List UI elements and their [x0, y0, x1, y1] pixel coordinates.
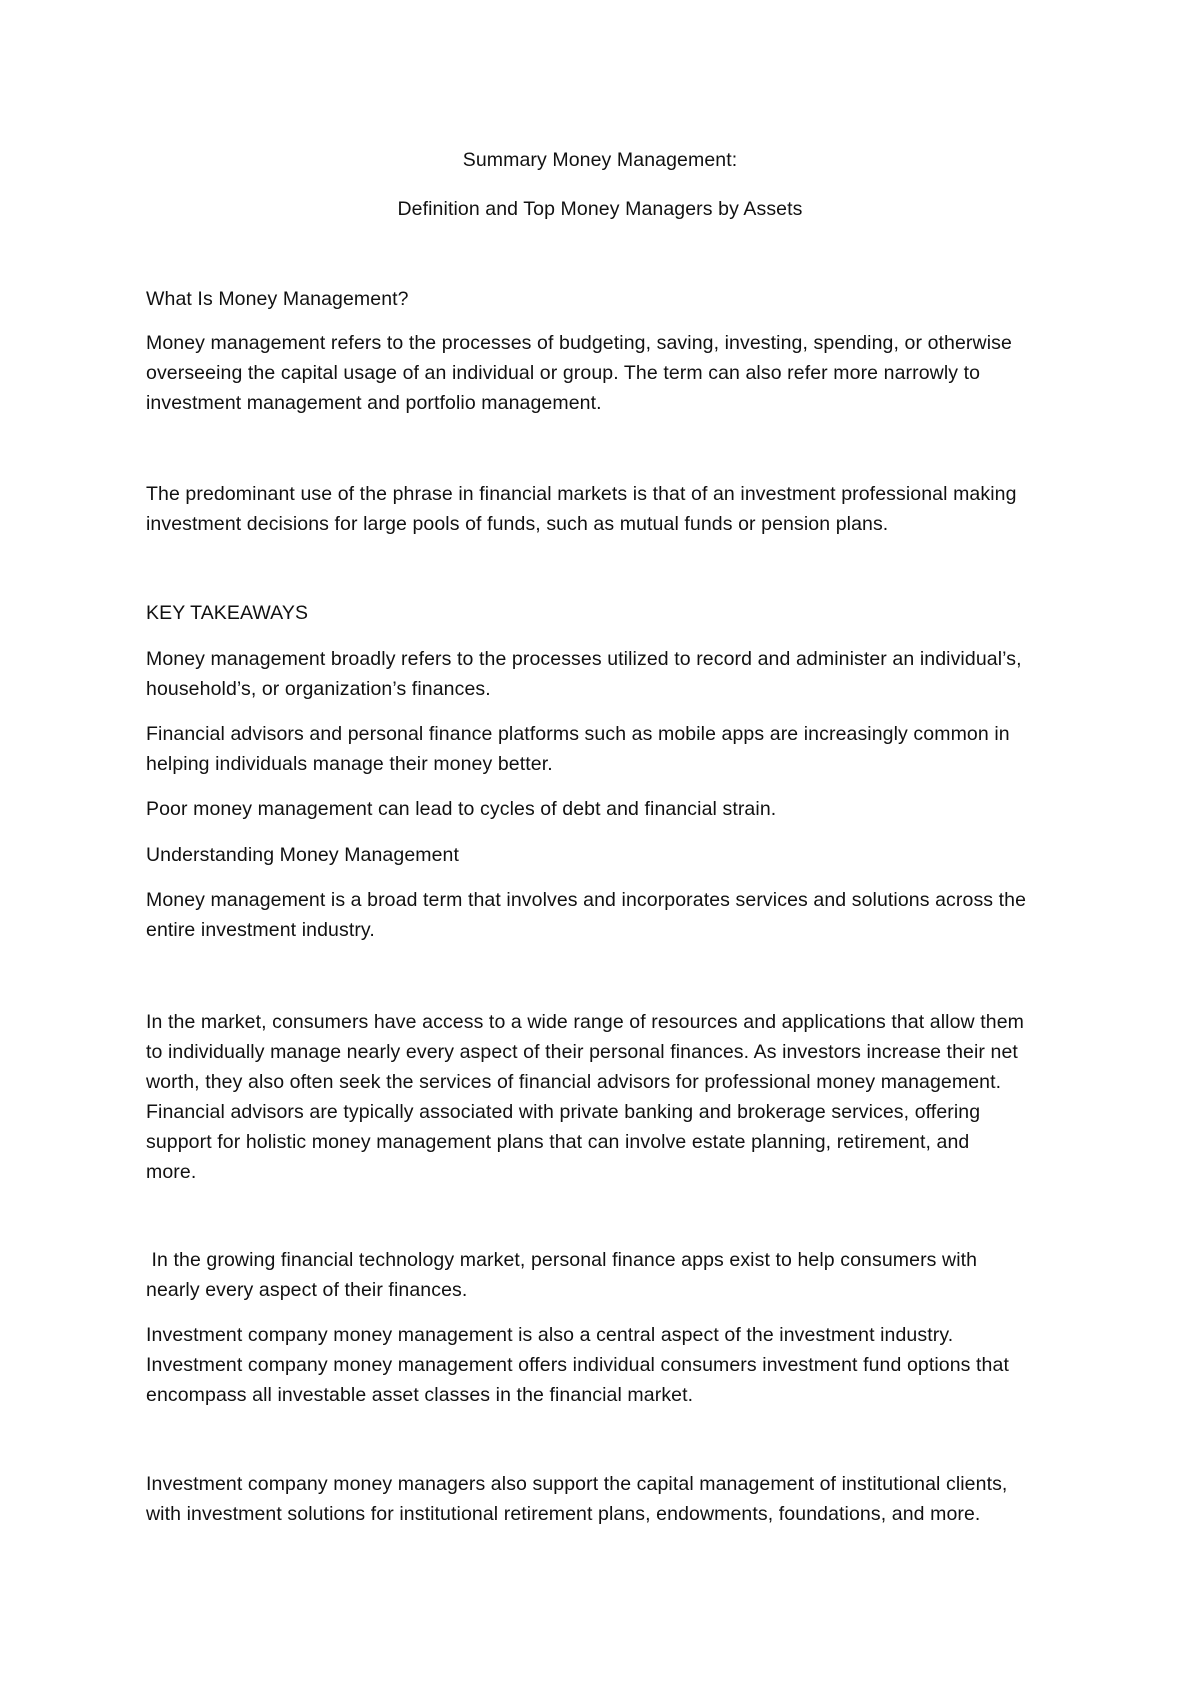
paragraph-line: Money management is a broad term that involves and incorporates services and solutions across the — [146, 889, 1027, 911]
paragraph-definition — [146, 328, 1071, 418]
paragraph-line: entire investment industry. — [146, 919, 375, 941]
paragraph-line: Financial advisors are typically associated with private banking and brokerage services, offering — [146, 1101, 981, 1123]
document-subtitle: Definition and Top Money Managers by Assets — [397, 198, 803, 220]
paragraph-line: In the market, consumers have access to a wide range of resources and applications that allow them — [146, 1011, 1025, 1033]
takeaway-item — [146, 719, 1071, 779]
paragraph-line: to individually manage nearly every aspect of their personal finances. As investors increase their net — [146, 1041, 1018, 1063]
paragraph-broad-term — [146, 885, 1071, 945]
paragraph-line: Investment company money management offers individual consumers investment fund options that — [146, 1354, 1009, 1376]
takeaway-item: Poor money management can lead to cycles of debt and financial strain. — [146, 798, 777, 820]
heading-key-takeaways: KEY TAKEAWAYS — [146, 602, 309, 624]
paragraph-line: with investment solutions for institutional retirement plans, endowments, foundations, and more. — [146, 1503, 981, 1525]
paragraph-line: investment decisions for large pools of funds, such as mutual funds or pension plans. — [146, 513, 889, 535]
paragraph-line: encompass all investable asset classes in the financial market. — [146, 1384, 694, 1406]
paragraph-line: Money management broadly refers to the processes utilized to record and administer an individual’s, — [146, 648, 1022, 670]
heading-what-is-money-management: What Is Money Management? — [146, 288, 409, 310]
document-title: Summary Money Management: — [462, 149, 738, 171]
paragraph-predominant-use — [146, 479, 1071, 539]
paragraph-line: nearly every aspect of their finances. — [146, 1279, 468, 1301]
paragraph-line: investment management and portfolio management. — [146, 392, 602, 414]
paragraph-line: helping individuals manage their money better. — [146, 753, 553, 775]
paragraph-in-the-market — [146, 1007, 1071, 1187]
heading-understanding-money-management: Understanding Money Management — [146, 844, 460, 866]
paragraph-line: more. — [146, 1161, 197, 1183]
paragraph-fintech — [146, 1245, 1071, 1305]
paragraph-investment-company — [146, 1320, 1071, 1410]
paragraph-line: overseeing the capital usage of an individual or group. The term can also refer more narrowly to — [146, 362, 981, 384]
paragraph-line: The predominant use of the phrase in financial markets is that of an investment professional making — [146, 483, 1017, 505]
paragraph-line: support for holistic money management plans that can involve estate planning, retirement, and — [146, 1131, 970, 1153]
paragraph-line: household’s, or organization’s finances. — [146, 678, 491, 700]
paragraph-line: Financial advisors and personal finance platforms such as mobile apps are increasingly common in — [146, 723, 1010, 745]
paragraph-line: worth, they also often seek the services of financial advisors for professional money management. — [146, 1071, 1002, 1093]
paragraph-line: In the growing financial technology market, personal finance apps exist to help consumers with — [146, 1249, 978, 1271]
paragraph-institutional-clients — [146, 1469, 1071, 1529]
takeaway-item — [146, 644, 1071, 704]
paragraph-line: Investment company money management is also a central aspect of the investment industry. — [146, 1324, 954, 1346]
paragraph-line: Money management refers to the processes of budgeting, saving, investing, spending, or otherwise — [146, 332, 1012, 354]
paragraph-line: Investment company money managers also support the capital management of institutional clients, — [146, 1473, 1008, 1495]
